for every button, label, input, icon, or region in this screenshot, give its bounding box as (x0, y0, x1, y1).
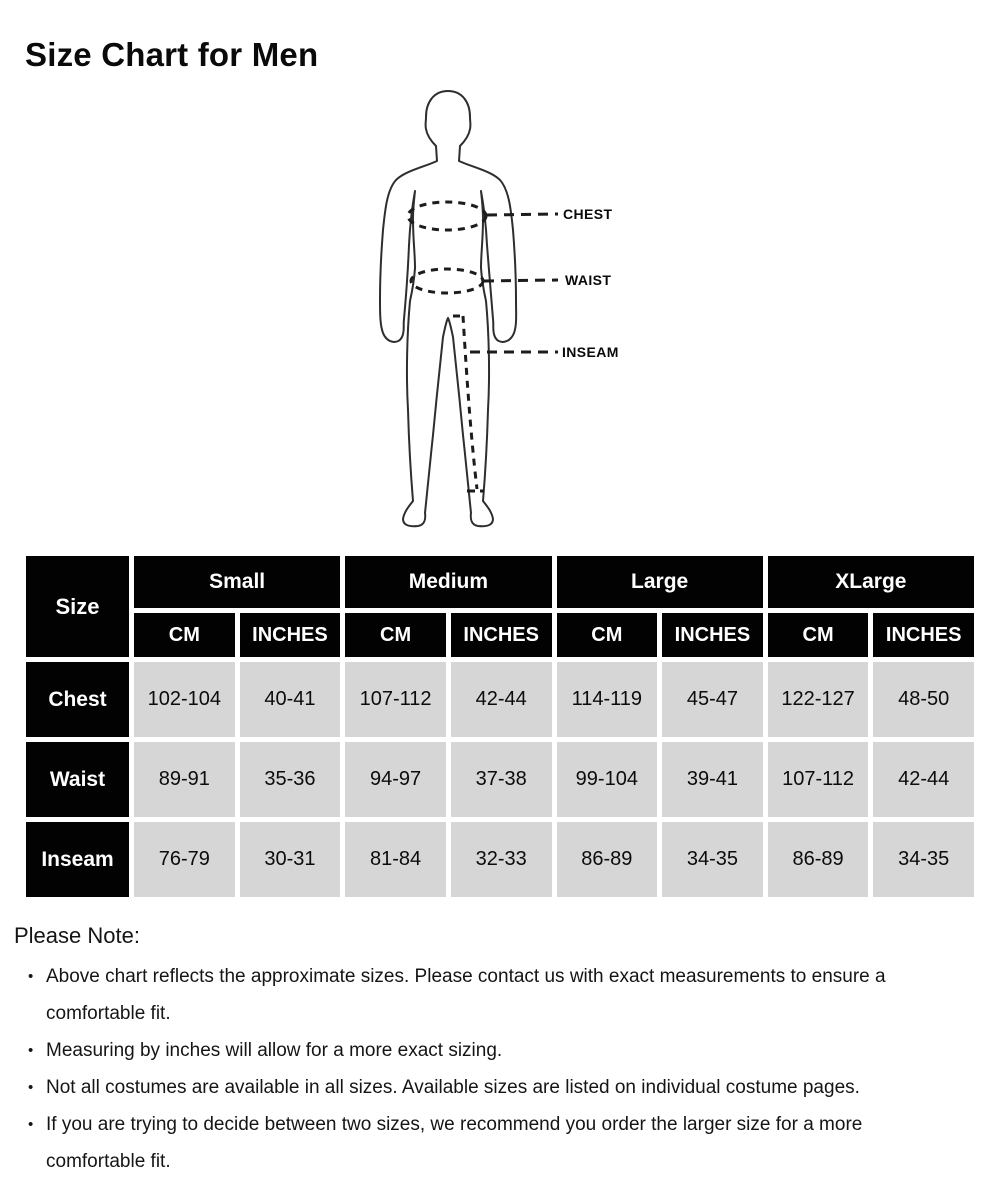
table-corner-size: Size (26, 556, 129, 657)
unit-header: CM (557, 613, 658, 657)
bullet-icon: • (28, 1116, 34, 1133)
bullet-icon: • (28, 1042, 34, 1059)
notes-section (14, 921, 974, 1180)
group-header-medium: Medium (345, 556, 551, 608)
table-cell: 30-31 (240, 822, 341, 897)
table-cell: 86-89 (557, 822, 658, 897)
body-measurement-diagram (0, 85, 1000, 545)
unit-header: CM (134, 613, 235, 657)
male-body-outline-icon (360, 85, 680, 545)
row-label-inseam: Inseam (26, 822, 129, 897)
table-cell: 40-41 (240, 662, 341, 737)
note-text: If you are trying to decide between two sizes, we recommend you order the larger size for a more comfortable fit. (46, 1114, 863, 1172)
group-header-small: Small (134, 556, 340, 608)
unit-header: CM (345, 613, 446, 657)
bullet-icon: • (28, 968, 34, 985)
unit-header: INCHES (662, 613, 763, 657)
table-cell: 42-44 (873, 742, 974, 817)
table-cell: 48-50 (873, 662, 974, 737)
note-text: Above chart reflects the approximate sizes. Please contact us with exact measurements to ensure a comfortable fit. (46, 966, 886, 1024)
table-cell: 42-44 (451, 662, 552, 737)
note-text: Not all costumes are available in all sizes. Available sizes are listed on individual costume pages. (46, 1077, 860, 1098)
table-cell: 32-33 (451, 822, 552, 897)
table-cell: 45-47 (662, 662, 763, 737)
note-text: Measuring by inches will allow for a more exact sizing. (46, 1040, 503, 1061)
unit-header: CM (768, 613, 869, 657)
chest-label: CHEST (563, 206, 613, 222)
table-cell: 114-119 (557, 662, 658, 737)
unit-header: INCHES (873, 613, 974, 657)
row-label-chest: Chest (26, 662, 129, 737)
row-label-waist: Waist (26, 742, 129, 817)
bullet-icon: • (28, 1079, 34, 1096)
unit-header: INCHES (451, 613, 552, 657)
table-cell: 35-36 (240, 742, 341, 817)
size-table (26, 556, 974, 897)
notes-heading: Please Note: (14, 923, 140, 948)
inseam-label: INSEAM (562, 344, 619, 360)
table-cell: 99-104 (557, 742, 658, 817)
table-cell: 86-89 (768, 822, 869, 897)
table-cell: 76-79 (134, 822, 235, 897)
table-cell: 34-35 (873, 822, 974, 897)
table-cell: 122-127 (768, 662, 869, 737)
table-cell: 89-91 (134, 742, 235, 817)
group-header-large: Large (557, 556, 763, 608)
table-cell: 107-112 (768, 742, 869, 817)
table-cell: 37-38 (451, 742, 552, 817)
group-header-xlarge: XLarge (768, 556, 974, 608)
table-cell: 39-41 (662, 742, 763, 817)
table-cell: 102-104 (134, 662, 235, 737)
note-item (14, 1069, 962, 1106)
notes-list (14, 958, 974, 1180)
page-title: Size Chart for Men (25, 36, 319, 74)
unit-header: INCHES (240, 613, 341, 657)
note-item (14, 958, 962, 1032)
note-item (14, 1106, 962, 1180)
table-cell: 107-112 (345, 662, 446, 737)
table-cell: 81-84 (345, 822, 446, 897)
table-cell: 94-97 (345, 742, 446, 817)
waist-label: WAIST (565, 272, 612, 288)
note-item (14, 1032, 962, 1069)
table-cell: 34-35 (662, 822, 763, 897)
